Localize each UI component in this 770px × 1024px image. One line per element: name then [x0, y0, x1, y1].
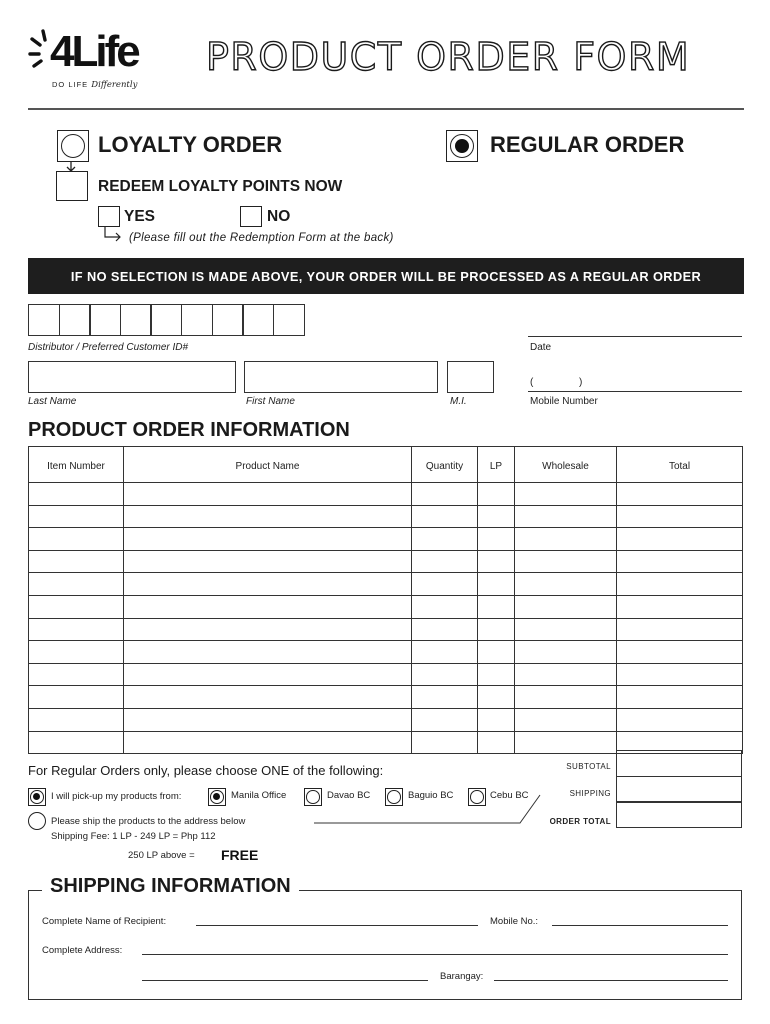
address-field[interactable]	[142, 954, 728, 955]
subtotal-field[interactable]	[616, 750, 742, 777]
table-cell[interactable]	[412, 483, 478, 506]
table-cell[interactable]	[412, 505, 478, 528]
column-header-quantity: Quantity	[412, 447, 478, 483]
selected-dot-icon	[33, 793, 40, 800]
selected-dot-icon	[213, 793, 220, 800]
table-cell[interactable]	[29, 595, 124, 618]
mobile-number-label: Mobile Number	[530, 396, 598, 407]
totals-box	[616, 751, 742, 828]
id-digit-cell[interactable]	[212, 304, 244, 336]
table-cell[interactable]	[412, 550, 478, 573]
table-cell[interactable]	[412, 686, 478, 709]
table-cell[interactable]	[617, 595, 743, 618]
table-cell[interactable]	[515, 686, 617, 709]
distributor-id-input[interactable]	[28, 304, 303, 336]
shipping-info-frame	[28, 890, 742, 1000]
table-cell[interactable]	[515, 731, 617, 754]
redemption-note: (Please fill out the Redemption Form at the back)	[129, 232, 394, 244]
table-cell[interactable]	[478, 483, 515, 506]
last-name-label: Last Name	[28, 396, 77, 407]
table-row	[29, 595, 743, 618]
table-cell[interactable]	[617, 618, 743, 641]
location-label-cebu: Cebu BC	[490, 790, 529, 801]
table-cell[interactable]	[29, 708, 124, 731]
table-cell[interactable]	[29, 618, 124, 641]
page-title: PRODUCT ORDER FORM	[206, 35, 691, 79]
table-cell[interactable]	[515, 483, 617, 506]
table-cell[interactable]	[515, 573, 617, 596]
table-cell[interactable]	[412, 731, 478, 754]
selected-dot-icon	[455, 139, 469, 153]
table-cell[interactable]	[124, 595, 412, 618]
mobile-area-close: )	[579, 377, 583, 388]
ship-option-radio[interactable]	[28, 812, 46, 830]
middle-initial-field[interactable]	[447, 361, 494, 393]
product-order-table	[28, 446, 743, 754]
column-header-product-name: Product Name	[124, 447, 412, 483]
barangay-label: Barangay:	[440, 971, 484, 982]
table-cell[interactable]	[478, 550, 515, 573]
order-total-field[interactable]	[616, 801, 742, 828]
table-cell[interactable]	[29, 686, 124, 709]
table-cell[interactable]	[515, 528, 617, 551]
table-cell[interactable]	[412, 618, 478, 641]
table-row	[29, 550, 743, 573]
no-label: NO	[267, 208, 291, 225]
table-cell[interactable]	[29, 731, 124, 754]
table-cell[interactable]	[478, 686, 515, 709]
table-cell[interactable]	[478, 573, 515, 596]
logo-wordmark: 4Life	[50, 27, 138, 76]
table-cell[interactable]	[478, 708, 515, 731]
date-label: Date	[530, 342, 552, 353]
loyalty-order-radio[interactable]	[57, 130, 89, 162]
table-cell[interactable]	[412, 663, 478, 686]
id-digit-cell[interactable]	[242, 304, 274, 336]
recipient-mobile-field[interactable]	[552, 925, 728, 926]
shipping-fee-info: Shipping Fee: 1 LP - 249 LP = Php 112	[51, 831, 216, 842]
column-header-lp: LP	[478, 447, 515, 483]
id-digit-cell[interactable]	[59, 304, 91, 336]
regular-order-label: REGULAR ORDER	[490, 132, 685, 157]
first-name-label: First Name	[246, 396, 295, 407]
table-cell[interactable]	[478, 505, 515, 528]
redeem-points-label: REDEEM LOYALTY POINTS NOW	[98, 178, 343, 195]
id-digit-cell[interactable]	[120, 304, 152, 336]
middle-initial-label: M.I.	[450, 396, 467, 407]
pickup-option-label: I will pick-up my products from:	[51, 791, 182, 802]
table-cell[interactable]	[29, 663, 124, 686]
table-row	[29, 641, 743, 664]
table-cell[interactable]	[124, 686, 412, 709]
table-row	[29, 483, 743, 506]
table-cell[interactable]	[478, 641, 515, 664]
id-digit-cell[interactable]	[89, 304, 121, 336]
table-cell[interactable]	[124, 641, 412, 664]
table-cell[interactable]	[124, 731, 412, 754]
brand-logo	[28, 24, 178, 96]
shipping-label: SHIPPING	[569, 789, 611, 798]
table-cell[interactable]	[124, 528, 412, 551]
logo-tagline: DO LIFE Differently	[52, 80, 138, 90]
table-cell[interactable]	[412, 528, 478, 551]
id-digit-cell[interactable]	[181, 304, 213, 336]
table-cell[interactable]	[617, 686, 743, 709]
redeem-points-checkbox[interactable]	[56, 171, 88, 201]
yes-checkbox[interactable]	[98, 206, 120, 227]
id-digit-cell[interactable]	[273, 304, 305, 336]
table-cell[interactable]	[478, 663, 515, 686]
table-cell[interactable]	[617, 708, 743, 731]
id-digit-cell[interactable]	[150, 304, 182, 336]
table-cell[interactable]	[412, 595, 478, 618]
product-section-title: PRODUCT ORDER INFORMATION	[28, 419, 350, 441]
table-cell[interactable]	[478, 595, 515, 618]
connector-line	[312, 792, 542, 826]
table-row	[29, 528, 743, 551]
recipient-mobile-label: Mobile No.:	[490, 916, 539, 927]
regular-order-radio[interactable]	[446, 130, 478, 162]
default-order-banner: IF NO SELECTION IS MADE ABOVE, YOUR ORDER WILL BE PROCESSED AS A REGULAR ORDER	[28, 258, 744, 294]
table-cell[interactable]	[412, 641, 478, 664]
table-cell[interactable]	[412, 708, 478, 731]
table-cell[interactable]	[617, 528, 743, 551]
loyalty-order-label: LOYALTY ORDER	[98, 132, 283, 157]
table-cell[interactable]	[29, 505, 124, 528]
address-field-line-2[interactable]	[142, 980, 428, 981]
recipient-name-field[interactable]	[196, 925, 478, 926]
table-cell[interactable]	[124, 663, 412, 686]
id-digit-cell[interactable]	[28, 304, 60, 336]
no-checkbox[interactable]	[240, 206, 262, 227]
shipping-field[interactable]	[616, 776, 742, 803]
table-cell[interactable]	[617, 663, 743, 686]
table-cell[interactable]	[29, 641, 124, 664]
table-cell[interactable]	[515, 618, 617, 641]
table-header-row	[29, 447, 743, 483]
table-cell[interactable]	[412, 573, 478, 596]
table-cell[interactable]	[515, 663, 617, 686]
table-row	[29, 505, 743, 528]
order-total-label: ORDER TOTAL	[549, 817, 611, 826]
table-row	[29, 618, 743, 641]
header-divider	[28, 108, 744, 110]
table-cell[interactable]	[29, 483, 124, 506]
arrow-right-icon	[102, 226, 124, 242]
ship-option-label: Please ship the products to the address below	[51, 816, 246, 827]
distributor-id-label: Distributor / Preferred Customer ID#	[28, 342, 189, 353]
mobile-area-open: (	[530, 377, 534, 388]
location-label-baguio: Baguio BC	[408, 790, 454, 801]
free-shipping-value: FREE	[221, 847, 259, 863]
last-name-field[interactable]	[28, 361, 236, 393]
table-cell[interactable]	[617, 550, 743, 573]
table-cell[interactable]	[515, 595, 617, 618]
table-cell[interactable]	[515, 550, 617, 573]
table-cell[interactable]	[124, 483, 412, 506]
table-cell[interactable]	[515, 708, 617, 731]
table-cell[interactable]	[124, 708, 412, 731]
table-cell[interactable]	[617, 641, 743, 664]
table-cell[interactable]	[124, 618, 412, 641]
location-label-manila: Manila Office	[231, 790, 287, 801]
shipping-info-title: SHIPPING INFORMATION	[50, 875, 291, 897]
table-cell[interactable]	[124, 573, 412, 596]
table-cell[interactable]	[29, 528, 124, 551]
first-name-field[interactable]	[244, 361, 438, 393]
table-cell[interactable]	[29, 550, 124, 573]
location-label-davao: Davao BC	[327, 790, 371, 801]
table-cell[interactable]	[478, 731, 515, 754]
column-header-total: Total	[617, 447, 743, 483]
yes-label: YES	[124, 208, 156, 225]
date-field[interactable]	[528, 336, 742, 337]
mobile-number-field[interactable]	[528, 391, 742, 392]
table-row	[29, 663, 743, 686]
shipping-info-title-wrap	[42, 876, 299, 902]
table-cell[interactable]	[515, 505, 617, 528]
table-cell[interactable]	[124, 550, 412, 573]
table-row	[29, 573, 743, 596]
table-cell[interactable]	[29, 573, 124, 596]
pickup-option-radio[interactable]	[28, 788, 46, 806]
address-label: Complete Address:	[42, 945, 123, 956]
location-radio-manila[interactable]	[208, 788, 226, 806]
barangay-field[interactable]	[494, 980, 728, 981]
table-cell[interactable]	[617, 505, 743, 528]
table-cell[interactable]	[478, 618, 515, 641]
table-cell[interactable]	[617, 573, 743, 596]
table-row	[29, 686, 743, 709]
regular-options-instruction: For Regular Orders only, please choose ONE of the following:	[28, 763, 384, 778]
free-shipping-prefix: 250 LP above =	[128, 850, 195, 861]
recipient-name-label: Complete Name of Recipient:	[42, 916, 167, 927]
table-cell[interactable]	[124, 505, 412, 528]
column-header-wholesale: Wholesale	[515, 447, 617, 483]
table-row	[29, 708, 743, 731]
subtotal-label: SUBTOTAL	[566, 762, 611, 771]
column-header-item-number: Item Number	[29, 447, 124, 483]
table-cell[interactable]	[515, 641, 617, 664]
table-cell[interactable]	[617, 483, 743, 506]
table-cell[interactable]	[478, 528, 515, 551]
